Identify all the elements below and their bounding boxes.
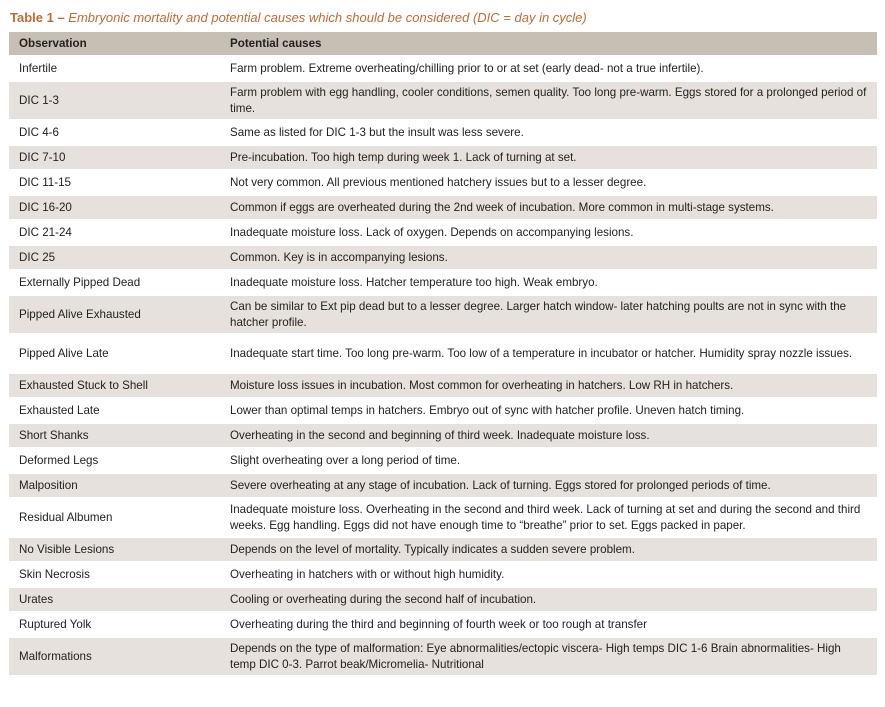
potential-causes-cell: Cooling or overheating during the second half of incubation. <box>220 587 877 612</box>
potential-causes-cell: Inadequate moisture loss. Lack of oxygen. Depends on accompanying lesions. <box>220 220 877 245</box>
potential-causes-cell: Same as listed for DIC 1-3 but the insult was less severe. <box>220 120 877 145</box>
table-row <box>9 220 877 245</box>
potential-causes-cell: Farm problem with egg handling, cooler conditions, semen quality. Too long pre-warm. Eggs stored for a prolonged period of time. <box>220 81 877 120</box>
potential-causes-cell: Overheating in the second and beginning of third week. Inadequate moisture loss. <box>220 423 877 448</box>
table-row <box>9 56 877 81</box>
table-row <box>9 537 877 562</box>
potential-causes-cell: Overheating in hatchers with or without high humidity. <box>220 562 877 587</box>
observation-cell: Exhausted Stuck to Shell <box>9 373 220 398</box>
table-row <box>9 398 877 423</box>
observation-cell: Malformations <box>9 637 220 676</box>
observation-cell: DIC 7-10 <box>9 145 220 170</box>
table-row <box>9 473 877 498</box>
table-row <box>9 373 877 398</box>
observation-cell: DIC 11-15 <box>9 170 220 195</box>
potential-causes-cell: Inadequate moisture loss. Overheating in the second and third week. Lack of turning at set and during the second and third weeks. Egg handling. Eggs did not have enough time to “breathe” prior to set. Eggs packed in paper. <box>220 498 877 537</box>
table-body <box>9 56 877 676</box>
potential-causes-cell: Inadequate moisture loss. Hatcher temperature too high. Weak embryo. <box>220 270 877 295</box>
potential-causes-cell: Slight overheating over a long period of time. <box>220 448 877 473</box>
observation-cell: Infertile <box>9 56 220 81</box>
potential-causes-cell: Severe overheating at any stage of incubation. Lack of turning. Eggs stored for prolonged periods of time. <box>220 473 877 498</box>
table-row <box>9 170 877 195</box>
table-header-row <box>9 32 877 56</box>
table-row <box>9 637 877 676</box>
table-row <box>9 334 877 373</box>
observation-cell: Urates <box>9 587 220 612</box>
observation-cell: DIC 21-24 <box>9 220 220 245</box>
table-row <box>9 270 877 295</box>
table-caption <box>10 9 880 27</box>
table-caption-text: Embryonic mortality and potential causes which should be considered (DIC = day in cycle) <box>64 10 587 25</box>
potential-causes-cell: Overheating during the third and beginning of fourth week or too rough at transfer <box>220 612 877 637</box>
table-row <box>9 295 877 334</box>
observation-cell: Deformed Legs <box>9 448 220 473</box>
potential-causes-cell: Farm problem. Extreme overheating/chilling prior to or at set (early dead- not a true infertile). <box>220 56 877 81</box>
observation-cell: DIC 1-3 <box>9 81 220 120</box>
observation-cell: DIC 4-6 <box>9 120 220 145</box>
table-row <box>9 120 877 145</box>
potential-causes-cell: Depends on the type of malformation: Eye abnormalities/ectopic viscera- High temps DIC 1-6 Brain abnormalities- High temp DIC 0-3. Parrot beak/Micromelia- Nutritional <box>220 637 877 676</box>
table-row <box>9 612 877 637</box>
mortality-table <box>9 32 877 677</box>
potential-causes-cell: Not very common. All previous mentioned hatchery issues but to a lesser degree. <box>220 170 877 195</box>
potential-causes-cell: Moisture loss issues in incubation. Most common for overheating in hatchers. Low RH in hatchers. <box>220 373 877 398</box>
observation-cell: DIC 25 <box>9 245 220 270</box>
observation-cell: No Visible Lesions <box>9 537 220 562</box>
potential-causes-cell: Common if eggs are overheated during the 2nd week of incubation. More common in multi-stage systems. <box>220 195 877 220</box>
table-row <box>9 423 877 448</box>
table-caption-label: Table 1 – <box>10 10 65 25</box>
observation-cell: Residual Albumen <box>9 498 220 537</box>
observation-cell: Pipped Alive Exhausted <box>9 295 220 334</box>
observation-cell: Pipped Alive Late <box>9 334 220 373</box>
column-header-observation: Observation <box>9 32 220 56</box>
table-row <box>9 562 877 587</box>
potential-causes-cell: Inadequate start time. Too long pre-warm. Too low of a temperature in incubator or hatcher. Humidity spray nozzle issues. <box>220 334 877 373</box>
observation-cell: Externally Pipped Dead <box>9 270 220 295</box>
table-row <box>9 81 877 120</box>
potential-causes-cell: Pre-incubation. Too high temp during week 1. Lack of turning at set. <box>220 145 877 170</box>
table-row <box>9 145 877 170</box>
table-row <box>9 245 877 270</box>
observation-cell: Short Shanks <box>9 423 220 448</box>
table-row <box>9 498 877 537</box>
table-row <box>9 448 877 473</box>
table-row <box>9 587 877 612</box>
observation-cell: Ruptured Yolk <box>9 612 220 637</box>
potential-causes-cell: Common. Key is in accompanying lesions. <box>220 245 877 270</box>
table-row <box>9 195 877 220</box>
potential-causes-cell: Depends on the level of mortality. Typically indicates a sudden severe problem. <box>220 537 877 562</box>
potential-causes-cell: Can be similar to Ext pip dead but to a lesser degree. Larger hatch window- later hatching poults are not in sync with the hatcher profile. <box>220 295 877 334</box>
observation-cell: Skin Necrosis <box>9 562 220 587</box>
column-header-potential-causes: Potential causes <box>220 32 877 56</box>
observation-cell: Malposition <box>9 473 220 498</box>
observation-cell: DIC 16-20 <box>9 195 220 220</box>
observation-cell: Exhausted Late <box>9 398 220 423</box>
potential-causes-cell: Lower than optimal temps in hatchers. Embryo out of sync with hatcher profile. Uneven hatch timing. <box>220 398 877 423</box>
